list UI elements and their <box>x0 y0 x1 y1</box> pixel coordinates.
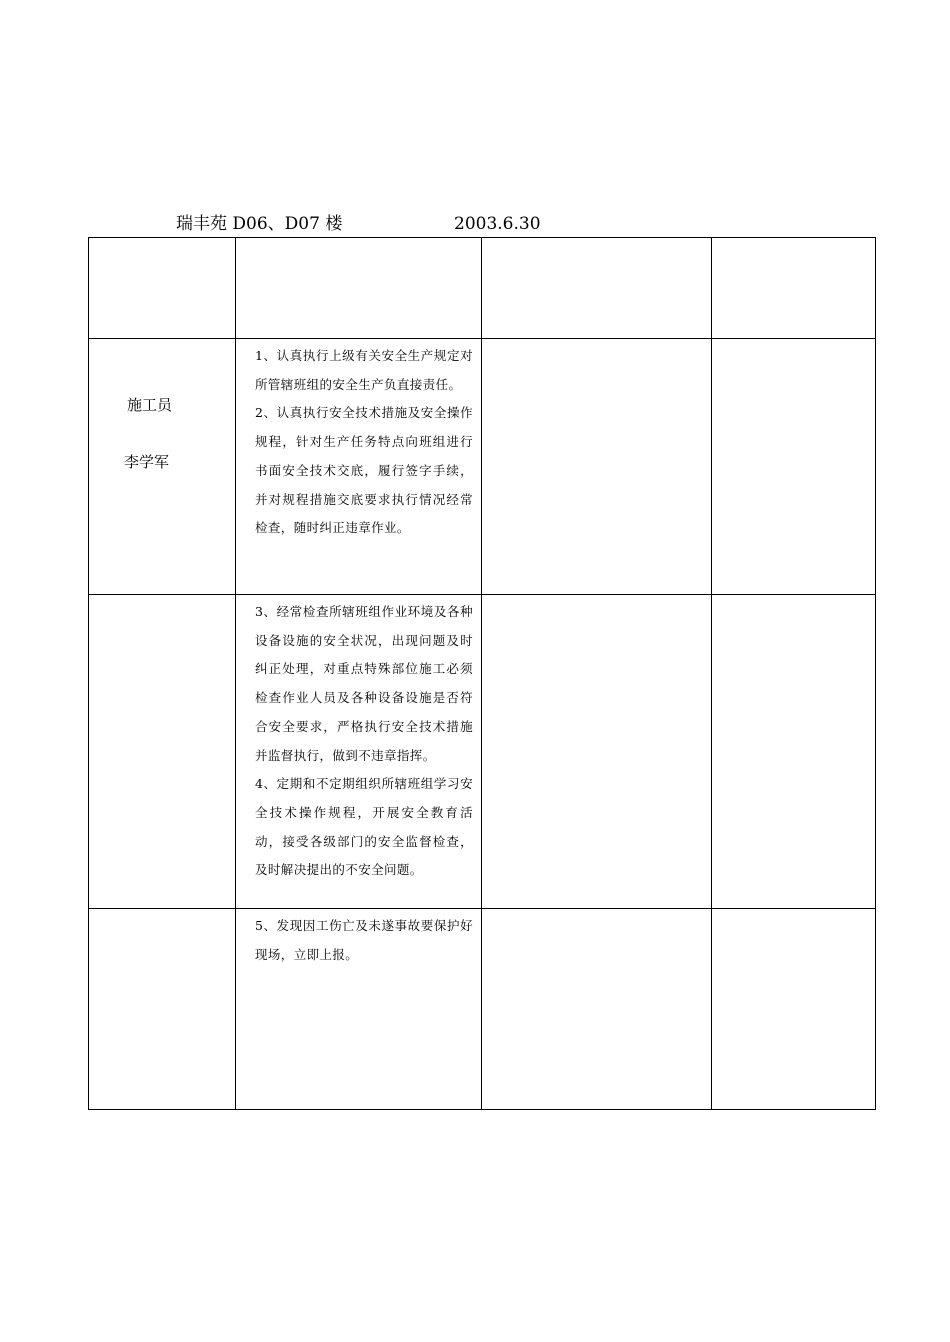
empty-cell <box>482 595 712 909</box>
person-cell <box>89 339 236 595</box>
duties-cell <box>236 909 482 1110</box>
duty-item: 2、认真执行安全技术措施及安全操作规程，针对生产任务特点向班组进行书面安全技术交底，履行签字手续，并对规程措施交底要求执行情况经常检查，随时纠正违章作业。 <box>255 405 473 536</box>
document-date: 2003.6.30 <box>454 214 541 234</box>
empty-cell <box>482 339 712 595</box>
person-cell <box>89 909 236 1110</box>
header-cell <box>712 238 876 339</box>
table-row <box>89 339 876 595</box>
duty-item: 5、发现因工伤亡及未遂事故要保护好现场，立即上报。 <box>255 918 473 962</box>
duty-item: 1、认真执行上级有关安全生产规定对所管辖班组的安全生产负直接责任。 <box>255 348 473 392</box>
person-cell <box>89 595 236 909</box>
document-header <box>176 211 596 237</box>
header-cell <box>236 238 482 339</box>
duties-cell <box>236 595 482 909</box>
empty-cell <box>712 339 876 595</box>
empty-cell <box>712 595 876 909</box>
table-row <box>89 595 876 909</box>
empty-cell <box>482 909 712 1110</box>
person-name: 李学军 <box>124 453 170 471</box>
duty-item: 4、定期和不定期组织所辖班组学习安全技术操作规程，开展安全教育活动，接受各级部门的安全监督检查，及时解决提出的不安全问题。 <box>255 776 473 878</box>
empty-cell <box>712 909 876 1110</box>
duties-cell <box>236 339 482 595</box>
header-cell <box>482 238 712 339</box>
table-header-row <box>89 238 876 339</box>
table-row <box>89 909 876 1110</box>
header-cell <box>89 238 236 339</box>
duty-item: 3、经常检查所辖班组作业环境及各种设备设施的安全状况，出现问题及时纠正处理，对重点特殊部位施工必须检查作业人员及各种设备设施是否符合安全要求，严格执行安全技术措施并监督执行，做到不违章指挥。 <box>255 604 473 763</box>
person-role: 施工员 <box>127 396 173 414</box>
project-title: 瑞丰苑 D06、D07 楼 <box>176 214 343 234</box>
responsibility-table <box>88 237 876 1110</box>
